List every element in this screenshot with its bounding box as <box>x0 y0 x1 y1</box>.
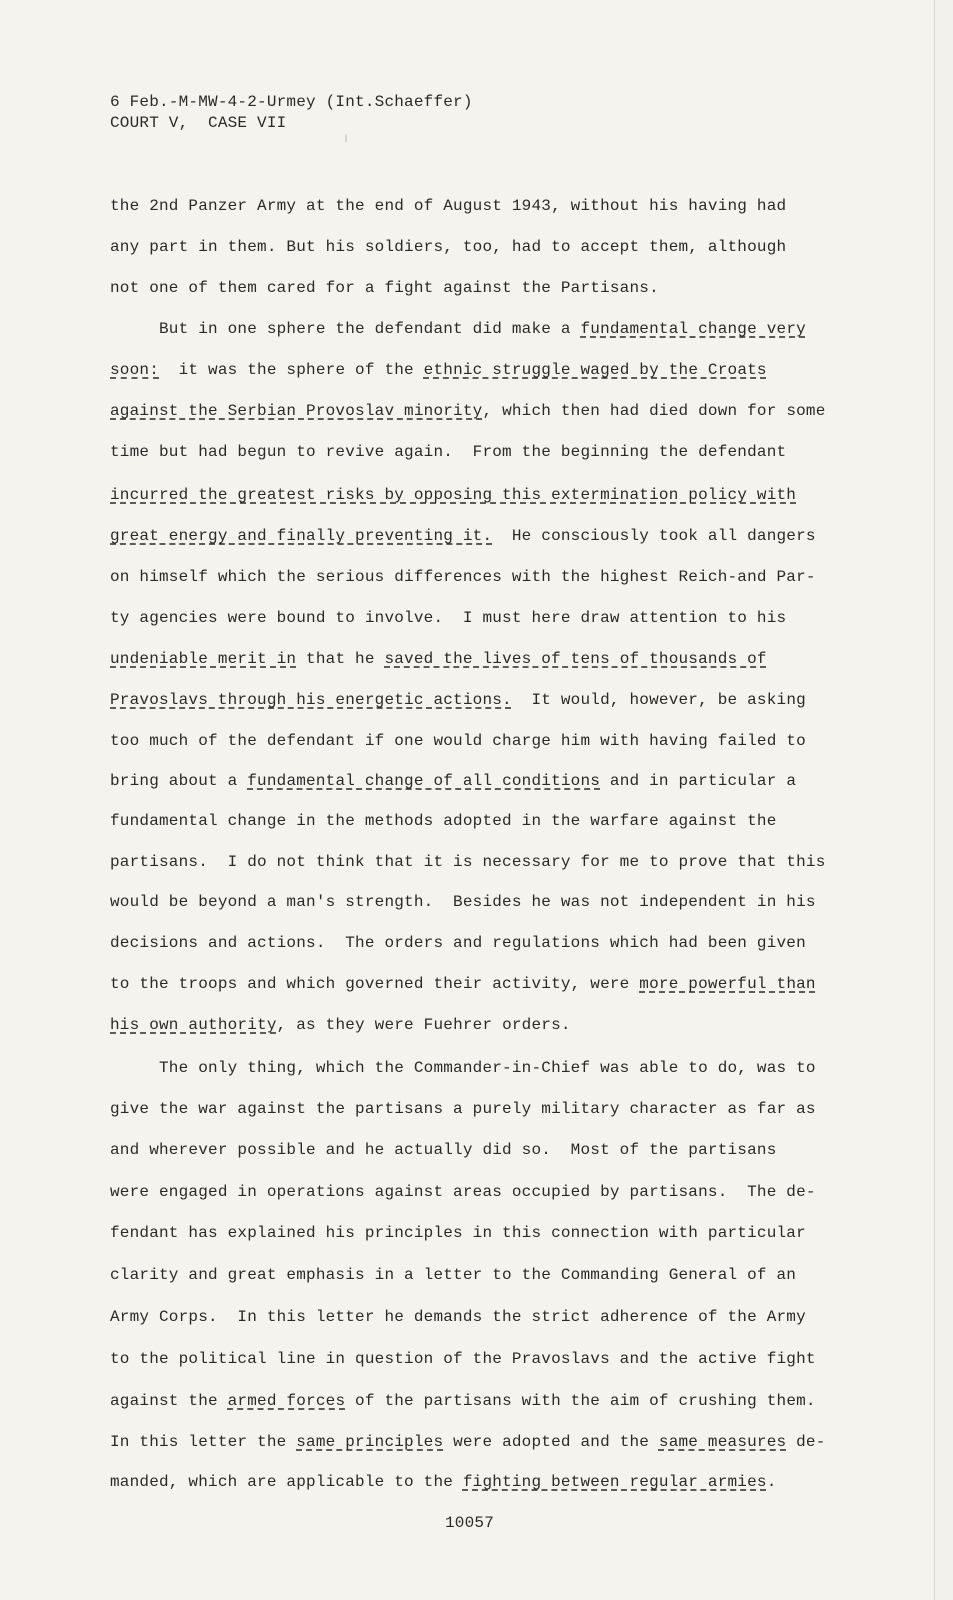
underlined-text: undeniable merit in <box>110 650 297 668</box>
text-span: that he <box>296 650 385 668</box>
stray-mark: ǀ <box>343 135 350 146</box>
text-span: , which then had died down for some <box>482 402 826 420</box>
text-line <box>110 974 816 994</box>
text-span: and in particular a <box>600 772 797 790</box>
underlined-text: same principles <box>296 1433 444 1451</box>
text-span: were adopted and the <box>443 1433 659 1451</box>
underlined-text: same measures <box>658 1433 787 1451</box>
underlined-text: armed forces <box>227 1392 346 1410</box>
text-line: clarity and great emphasis in a letter to the Commanding General of an <box>110 1266 797 1284</box>
text-line: would be beyond a man's strength. Besides he was not independent in his <box>110 893 816 911</box>
underlined-text: incurred the greatest risks by opposing this extermination policy with <box>110 486 797 504</box>
text-span: of the partisans with the aim of crushing them. <box>345 1392 816 1410</box>
underlined-text: great energy and finally preventing it. <box>110 527 493 545</box>
underlined-text: fighting between regular armies <box>462 1473 767 1491</box>
underlined-text: his own authority <box>110 1016 277 1034</box>
text-span: against the <box>110 1392 228 1410</box>
text-line <box>110 1432 826 1452</box>
underlined-text: more powerful than <box>639 975 816 993</box>
text-span: He consciously took all dangers <box>492 527 816 545</box>
text-line <box>110 360 767 380</box>
text-span: de- <box>786 1433 826 1451</box>
text-line <box>110 1015 571 1035</box>
underlined-text: soon: <box>110 361 160 379</box>
text-line: were engaged in operations against areas occupied by partisans. The de- <box>110 1183 816 1201</box>
text-line <box>110 485 796 505</box>
text-line <box>110 1391 816 1411</box>
text-span: manded, which are applicable to the <box>110 1473 463 1491</box>
underlined-text: against the Serbian Provoslav minority <box>110 402 483 420</box>
underlined-text: saved the lives of tens of thousands of <box>384 650 767 668</box>
text-line: fundamental change in the methods adopted in the warfare against the <box>110 812 777 830</box>
text-line: to the political line in question of the Pravoslavs and the active fight <box>110 1350 816 1368</box>
text-line: any part in them. But his soldiers, too, had to accept them, although <box>110 238 787 256</box>
underlined-text: fundamental change very <box>580 320 806 338</box>
text-span: . <box>766 1473 777 1491</box>
text-line <box>110 649 767 669</box>
text-line <box>110 1472 777 1492</box>
text-line: the 2nd Panzer Army at the end of August 1943, without his having had <box>110 197 787 215</box>
text-line: time but had begun to revive again. From the beginning the defendant <box>110 443 787 461</box>
text-line: Army Corps. In this letter he demands the strict adherence of the Army <box>110 1308 806 1326</box>
underlined-text: ethnic struggle waged by the Croats <box>423 361 767 379</box>
text-line: decisions and actions. The orders and regulations which had been given <box>110 934 806 952</box>
page-number: 10057 <box>445 1514 495 1532</box>
text-line: partisans. I do not think that it is necessary for me to prove that this <box>110 853 826 871</box>
text-line: too much of the defendant if one would charge him with having failed to <box>110 732 806 750</box>
text-line <box>110 526 816 546</box>
text-line: fendant has explained his principles in this connection with particular <box>110 1224 806 1242</box>
underlined-text: Pravoslavs through his energetic actions. <box>110 691 512 709</box>
text-line <box>110 690 806 710</box>
text-line: on himself which the serious differences with the highest Reich-and Par- <box>110 568 816 586</box>
text-line: not one of them cared for a fight against the Partisans. <box>110 279 659 297</box>
text-span: In this letter the <box>110 1433 297 1451</box>
header-reference: 6 Feb.-M-MW-4-2-Urmey (Int.Schaeffer) <box>110 93 473 111</box>
text-span: bring about a <box>110 772 248 790</box>
text-line: The only thing, which the Commander-in-Chief was able to do, was to <box>110 1059 816 1077</box>
text-span: But in one sphere the defendant did make a <box>110 320 581 338</box>
underlined-text: fundamental change of all conditions <box>247 772 601 790</box>
header-court-case: COURT V, CASE VII <box>110 114 287 132</box>
text-span: It would, however, be asking <box>511 691 806 709</box>
text-span: , as they were Fuehrer orders. <box>276 1016 571 1034</box>
text-line <box>110 771 796 791</box>
text-line: ty agencies were bound to involve. I must here draw attention to his <box>110 609 787 627</box>
text-line <box>110 319 806 339</box>
document-header <box>110 92 473 134</box>
text-span: to the troops and which governed their activity, were <box>110 975 640 993</box>
text-span: it was the sphere of the <box>159 361 424 379</box>
text-line: and wherever possible and he actually did so. Most of the partisans <box>110 1141 777 1159</box>
text-line: give the war against the partisans a purely military character as far as <box>110 1100 816 1118</box>
text-line <box>110 401 826 421</box>
